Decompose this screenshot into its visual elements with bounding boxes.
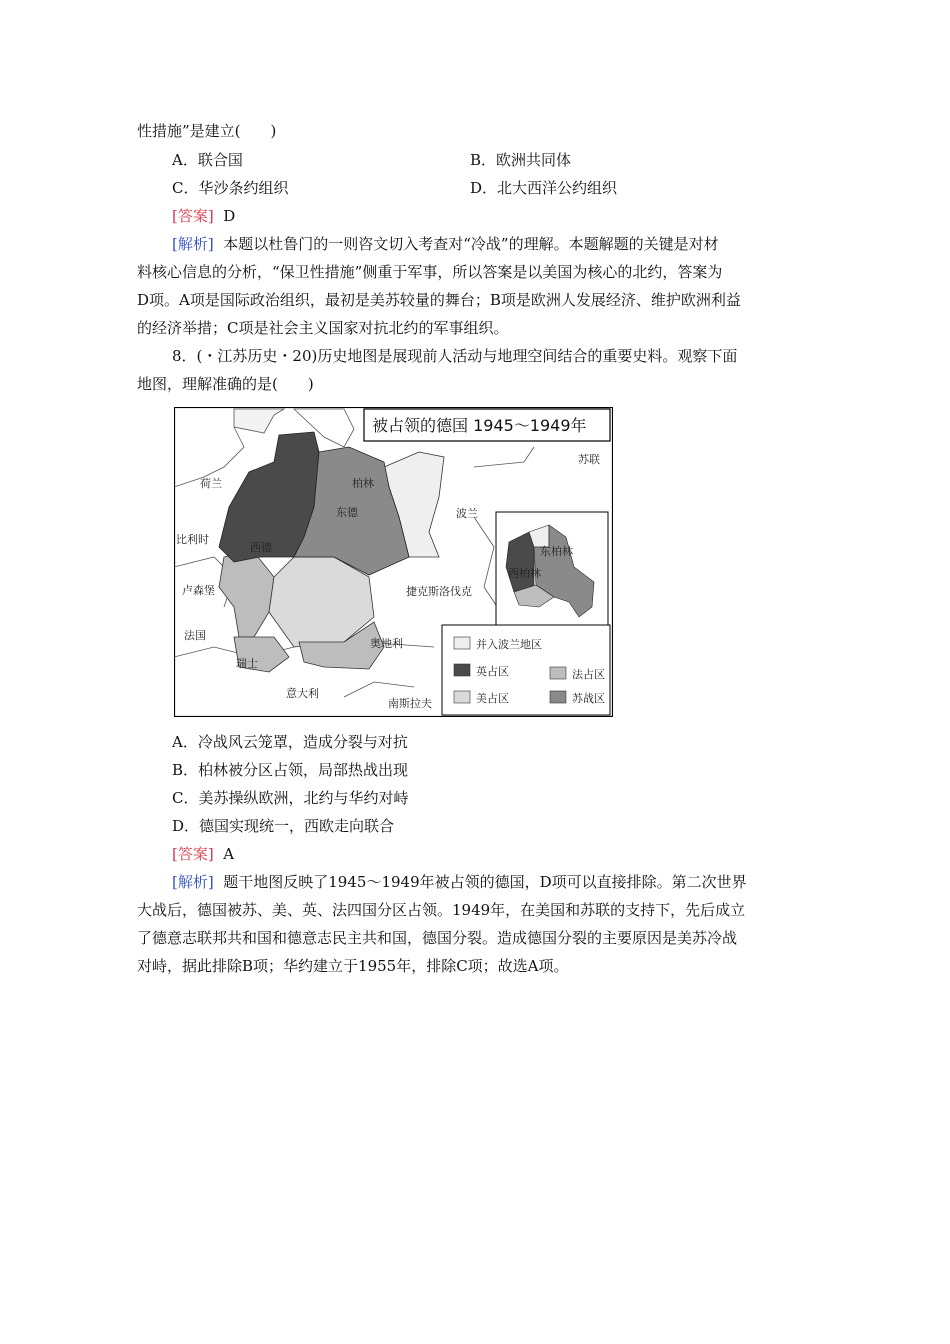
label-netherlands: 荷兰 [200,477,222,490]
map-title: 被占领的德国 1945～1949年 [372,416,587,435]
label-soviet-union: 苏联 [578,453,600,466]
label-east-germany: 东德 [336,506,358,519]
option-d: D．北大西洋公约组织 [470,179,618,197]
analysis-text: 本题以杜鲁门的一则咨文切入考查对“冷战”的理解。本题解题的关键是对材 [223,235,719,253]
analysis-line-1 [172,872,747,892]
answer-tag: [答案] [172,207,214,225]
map-svg [174,407,613,717]
occupied-germany-map [174,407,613,717]
option-a: A．联合国 [172,151,243,169]
option-c: C．美苏操纵欧洲，北约与华约对峙 [172,789,409,807]
analysis-text: 题干地图反映了1945～1949年被占领的德国，D项可以直接排除。第二次世界 [223,873,747,891]
legend-label-british: 英占区 [476,665,509,678]
label-belgium: 比利时 [176,533,209,546]
label-west-germany: 西德 [250,541,272,554]
option-c: C．华沙条约组织 [172,179,289,197]
label-czechoslovakia: 捷克斯洛伐克 [406,585,472,598]
question-stem-line-2: 地图，理解准确的是( ) [137,375,314,393]
legend-swatch-soviet [550,691,566,703]
option-b: B．欧洲共同体 [470,151,572,169]
answer-line [172,844,234,864]
analysis-line-2: 大战后，德国被苏、美、英、法四国分区占领。1949年，在美国和苏联的支持下，先后成立 [137,901,746,919]
legend-label-french: 法占区 [572,668,605,681]
label-luxembourg: 卢森堡 [182,584,215,597]
label-west-berlin: 西柏林 [508,567,541,580]
analysis-line-4: 的经济举措；C项是社会主义国家对抗北约的军事组织。 [137,319,509,337]
legend-swatch-british [454,664,470,676]
map-legend [442,625,610,715]
label-poland: 波兰 [456,507,478,520]
legend-swatch-french [550,667,566,679]
legend-swatch-american [454,691,470,703]
analysis-tag: [解析] [172,235,214,253]
analysis-tag: [解析] [172,873,214,891]
option-b: B．柏林被分区占领，局部热战出现 [172,761,409,779]
answer-tag: [答案] [172,845,214,863]
analysis-line-2: 料核心信息的分析，“保卫性措施”侧重于军事，所以答案是以美国为核心的北约，答案为 [137,263,723,281]
label-east-berlin: 东柏林 [540,545,573,558]
analysis-line-3: D项。A项是国际政治组织，最初是美苏较量的舞台；B项是欧洲人发展经济、维护欧洲利益 [137,291,741,309]
label-berlin: 柏林 [352,477,374,490]
answer-value: D [223,207,236,225]
answer-line [172,206,235,226]
legend-label-poland: 并入波兰地区 [476,638,542,651]
analysis-line-1 [172,234,719,254]
analysis-line-4: 对峙，据此排除B项；华约建立于1955年，排除C项；故选A项。 [137,957,569,975]
label-austria: 奥地利 [370,637,403,650]
label-switzerland: 瑞士 [236,657,258,670]
legend-label-american: 美占区 [476,692,509,705]
option-a: A．冷战风云笼罩，造成分裂与对抗 [172,733,408,751]
label-france: 法国 [184,629,206,642]
legend-swatch-poland [454,637,470,649]
question-stem-line-1: 8．(・江苏历史・20)历史地图是展现前人活动与地理空间结合的重要史料。观察下面 [172,347,738,365]
answer-value: A [223,845,235,863]
legend-label-soviet: 苏战区 [572,692,605,705]
analysis-line-3: 了德意志联邦共和国和德意志民主共和国，德国分裂。造成德国分裂的主要原因是美苏冷战 [137,929,738,947]
question-stem-tail: 性措施”是建立( ) [137,122,277,140]
option-d: D．德国实现统一，西欧走向联合 [172,817,395,835]
label-italy: 意大利 [286,687,319,700]
label-yugoslavia: 南斯拉夫 [388,697,432,710]
